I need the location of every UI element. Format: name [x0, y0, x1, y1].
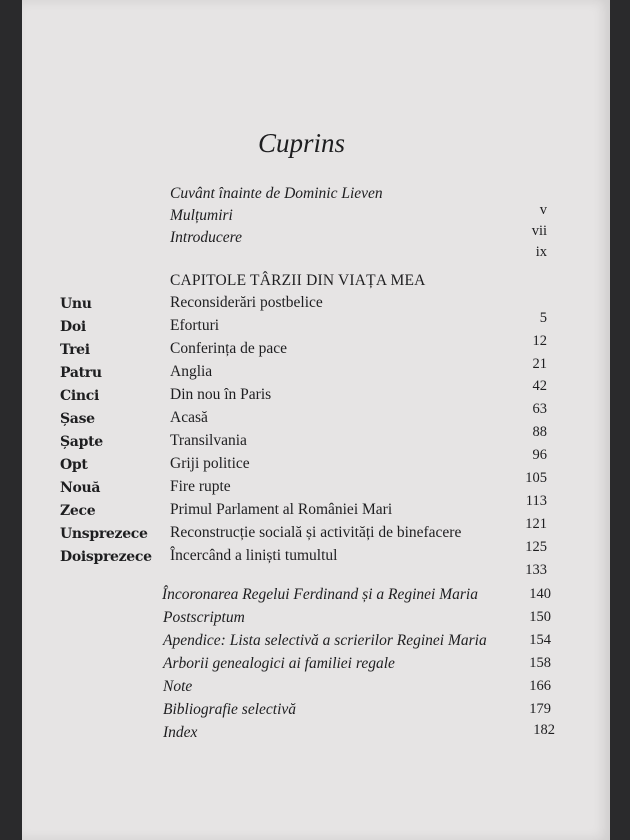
toc-front-label: Introducere	[170, 229, 243, 246]
toc-page-number: 140	[529, 586, 551, 602]
toc-page-number: 42	[532, 378, 547, 394]
chapter-title: Primul Parlament al României Mari	[170, 501, 393, 518]
chapter-number: Unu	[60, 296, 92, 312]
toc-page-number: 125	[525, 539, 547, 555]
toc-page-number: 88	[532, 424, 547, 440]
chapter-number: Patru	[60, 365, 102, 381]
toc-page-number: 179	[529, 701, 551, 717]
toc-front-label: Mulțumiri	[170, 207, 233, 224]
toc-back-label: Index	[163, 724, 198, 741]
toc-page-number: 158	[529, 655, 551, 671]
chapter-title: Transilvania	[170, 432, 247, 449]
toc-back-label: Bibliografie selectivă	[163, 701, 297, 718]
toc-page-number: 12	[532, 333, 547, 349]
chapter-title: Acasă	[170, 409, 208, 426]
chapter-title: Conferința de pace	[170, 340, 288, 357]
chapter-title: Anglia	[170, 363, 213, 380]
toc-back-label: Apendice: Lista selectivă a scrierilor Reginei Maria	[163, 632, 487, 649]
chapter-number: Șapte	[60, 434, 103, 450]
chapter-number: Șase	[60, 411, 95, 427]
chapter-number: Nouă	[60, 480, 101, 496]
toc-page-number: 113	[525, 493, 547, 509]
chapter-number: Zece	[60, 503, 96, 519]
toc-page-number: v	[539, 202, 547, 218]
toc-page-number: 133	[525, 562, 547, 578]
chapter-number: Doisprezece	[60, 549, 152, 565]
chapter-title: Griji politice	[170, 455, 250, 472]
chapter-number: Cinci	[60, 388, 99, 404]
toc-page-number: 96	[532, 447, 547, 463]
chapter-number: Unsprezece	[60, 526, 148, 542]
chapter-title: Reconstrucție socială și activități de binefacere	[170, 524, 462, 541]
section-heading: CAPITOLE TÂRZII DIN VIAȚA MEA	[170, 272, 426, 289]
toc-front-label: Cuvânt înainte de Dominic Lieven	[170, 185, 383, 202]
toc-page-number: 5	[539, 310, 547, 326]
chapter-title: Din nou în Paris	[170, 386, 272, 403]
chapter-number: Opt	[60, 457, 88, 473]
chapter-title: Reconsiderări postbelice	[170, 294, 323, 311]
chapter-number: Doi	[60, 319, 86, 335]
page-title: Cuprins	[258, 128, 346, 158]
chapter-title: Fire rupte	[170, 478, 231, 495]
toc-back-label: Arborii genealogici ai familiei regale	[163, 655, 395, 672]
toc-page-number: 63	[532, 401, 547, 417]
toc-page-number: 166	[529, 678, 551, 694]
toc-page-number: vii	[531, 223, 547, 239]
toc-page-number: 150	[529, 609, 551, 625]
chapter-title: Eforturi	[170, 317, 220, 334]
toc-page-number: 105	[525, 470, 547, 486]
chapter-title: Încercând a liniști tumultul	[170, 547, 338, 564]
toc-page-number: 21	[532, 356, 547, 372]
toc-back-label: Încoronarea Regelui Ferdinand și a Reginei Maria	[162, 586, 478, 603]
toc-page-number: 154	[529, 632, 551, 648]
toc-back-label: Postscriptum	[163, 609, 245, 626]
toc-page-number: 121	[525, 516, 547, 532]
toc-page-number: ix	[535, 244, 547, 260]
toc-page-number: 182	[533, 722, 555, 738]
toc-back-label: Note	[163, 678, 193, 695]
chapter-number: Trei	[60, 342, 90, 358]
